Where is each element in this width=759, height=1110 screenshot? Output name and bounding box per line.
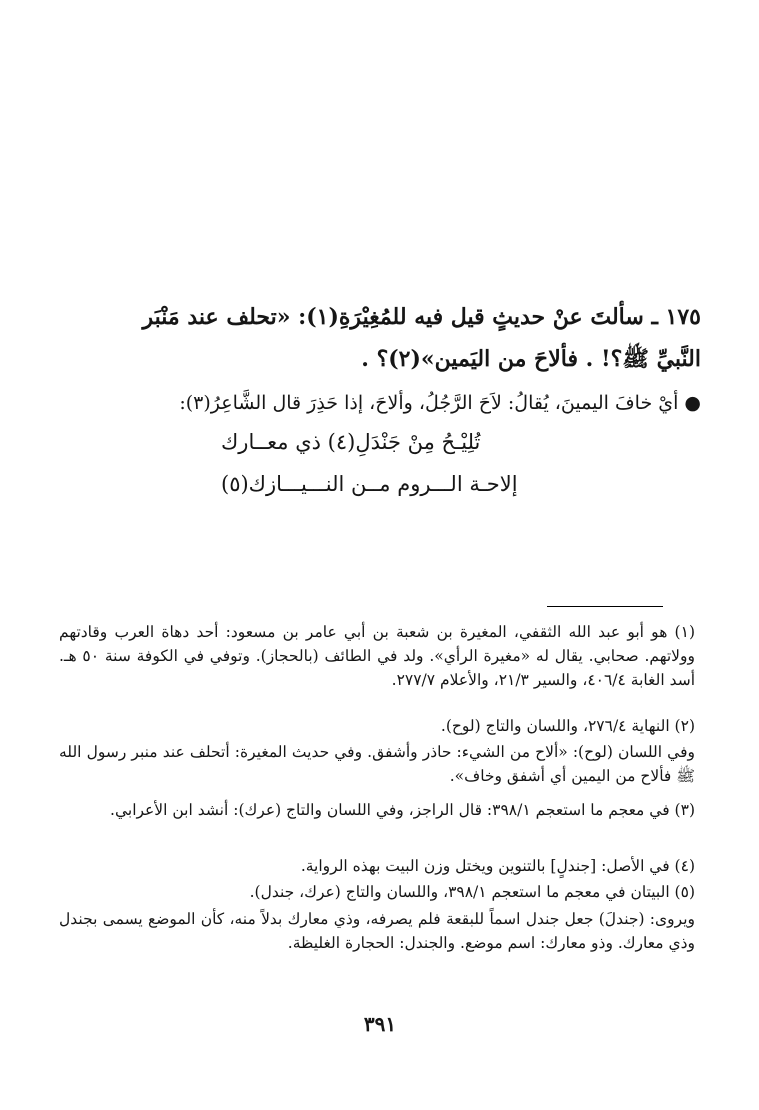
footnote-divider	[547, 606, 663, 607]
footnote-3: (٣) في معجم ما استعجم ٣٩٨/١: قال الراجز، وفي اللسان والتاج (عرك): أنشد ابن الأعرابي.	[110, 801, 695, 819]
footnote-5: (٥) البيتان في معجم ما استعجم ٣٩٨/١، واللسان والتاج (عرك، جندل).	[249, 883, 695, 901]
footnote-1: (١) هو أبو عبد الله الثقفي، المغيرة بن شعبة بن أبي عامر بن مسعود: أحد دهاة العرب وقادتهم وولاتهم. صحابي. يقال له «مغيرة الرأي». ولد في الطائف (بالحجاز). وتوفي في الكوفة سنة ٥٠ هـ. أسد الغابة ٤٠٦/٤، والسير ٢١/٣، والأعلام ٢٧٧/٧.	[59, 623, 695, 689]
verse-line-1: تُلِيْـحُ مِنْ جَنْدَلِ(٤) ذي معــارك	[221, 430, 481, 454]
verse-line-2: إلاحـة الـــروم مــن النـــيـــازك(٥)	[221, 472, 518, 496]
footnote-4: (٤) في الأصل: [جندلٍ] بالتنوين ويختل وزن البيت بهذه الرواية.	[300, 857, 695, 875]
footnote-2: (٢) النهاية ٢٧٦/٤، واللسان والتاج (لوح).	[440, 717, 695, 735]
answer-text: ● أيْ خافَ اليمينَ، يُقالُ: لاَحَ الرَّجُلُ، وألاحَ، إذا حَذِرَ قال الشَّاعِرُ(٣):	[179, 392, 701, 414]
question-line-2: النَّبيِّ ﷺ؟! . فألاحَ من اليَمين»(٢)؟ .	[361, 346, 701, 372]
question-line-1: ١٧٥ ـ سألتَ عنْ حديثٍ قيل فيه للمُغِيْرَةِ(١): «تحلف عند مَنْبَر	[142, 304, 701, 330]
page-number: ٣٩١	[363, 1012, 397, 1036]
footnote-5-continuation: ويروى: (جندلَ) جعل جندل اسماً للبقعة فلم يصرفه، وذي معارك بدلاً منه، كأن الموضع يسمى بجندل وذي معارك. وذو معارك: اسم موضع. والجندل: الحجارة الغليظة.	[59, 910, 695, 952]
footnote-2-continuation: وفي اللسان (لوح): «ألاح من الشيء: حاذر وأشفق. وفي حديث المغيرة: أتحلف عند منبر رسول الله ﷺ فألاح من اليمين أي أشفق وخاف».	[59, 743, 695, 785]
